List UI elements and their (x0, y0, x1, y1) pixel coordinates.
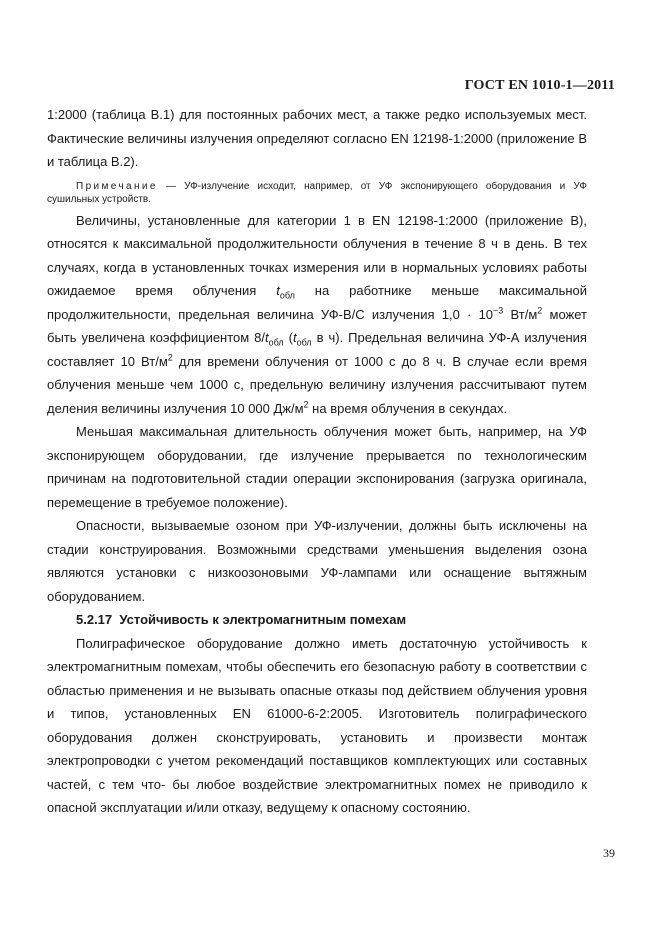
time-subscript: обл (296, 337, 312, 348)
time-subscript: обл (268, 337, 284, 348)
note-text: — УФ-излучение исходит, например, от УФ экспонирующего оборудования и УФ сушильных устройств. (47, 180, 587, 205)
text-run: для времени облучения от 1000 с до 8 ч. В случае если время облучения меньше чем 1000 с, предельную величину излучения рассчитывают путем деления величины излучения 10 000 Дж/м (47, 353, 587, 416)
note (47, 180, 587, 206)
section-title: Устойчивость к электромагнитным помехам (119, 612, 407, 627)
text-run: может быть увеличена коэффициентом 8/ (47, 306, 587, 345)
text-run: на работнике меньше максимальной продолжительности, предельная величина УФ-В/С излучения 1,0 · 10 (47, 283, 588, 322)
text-run: на время облучения в секундах. (308, 400, 508, 416)
paragraph-ozone: Опасности, вызываемые озоном при УФ-излучении, должны быть исключены на стадии конструирования. Возможными средствами уменьшения выделения озона являются установки с низкоозоновыми УФ-лампами или оснащение вытяжным оборудованием. (47, 518, 587, 604)
note-label: Примечание (76, 180, 158, 192)
time-variable: t (276, 283, 280, 298)
time-variable: t (265, 330, 269, 345)
text-run: Величины, установленные для категории 1 в EN 12198-1:2000 (приложение В), относятся к максимальной продолжительности облучения в течение 8 ч в день. В тех случаях, когда в установленных точках измерения или в нормальных условиях работы ожидаемое время облучения (47, 212, 587, 298)
section-number: 5.2.17 (76, 612, 113, 627)
text-run: ( (283, 330, 293, 345)
section-heading (47, 608, 587, 632)
paragraph-shorter-duration: Меньшая максимальная длительность облучения может быть, например, на УФ экспонирующем оборудовании, где излучение прерывается по технологическим причинам на подготовительной стадии операции экспонирования (загрузка оригинала, перемещение в требуемое положение). (47, 424, 587, 510)
exponent: −3 (493, 305, 504, 316)
paragraph-exposure-limits (47, 209, 587, 421)
unit-exponent: 2 (167, 352, 173, 363)
body-text (47, 103, 587, 820)
text-run: Вт/м (503, 306, 538, 322)
document-header: ГОСТ EN 1010-1—2011 (464, 78, 615, 93)
time-subscript: обл (279, 290, 295, 301)
unit-exponent: 2 (537, 305, 543, 316)
unit-exponent: 2 (303, 399, 309, 410)
page-number: 39 (603, 846, 615, 860)
paragraph-continuation: 1:2000 (таблица В.1) для постоянных рабочих мест, а также редко используемых мест. Фактические величины излучения определяют согласно EN 12198-1:2000 (приложение В и таблица В.2). (47, 107, 587, 169)
paragraph-emc: Полиграфическое оборудование должно иметь достаточную устойчивость к электромагнитным помехам, чтобы обеспечить его безопасную работу в соответствии с областью применения и не вызывать опасные отказы под действием облучения уровня и типов, установленных EN 61000-6-2:2005. Изготовитель полиграфического оборудования должен сконструировать, установить и произвести монтаж электропроводки с учетом рекомендаций поставщиков комплектующих или составных частей, с тем что- бы любое воздействие электромагнитных помех не приводило к опасной эксплуатации и/или отказу, ведущему к опасному состоянию. (47, 635, 587, 815)
text-run: в ч). Предельная величина УФ-А излучения составляет 10 Вт/м (47, 330, 587, 369)
time-variable: t (292, 330, 297, 345)
